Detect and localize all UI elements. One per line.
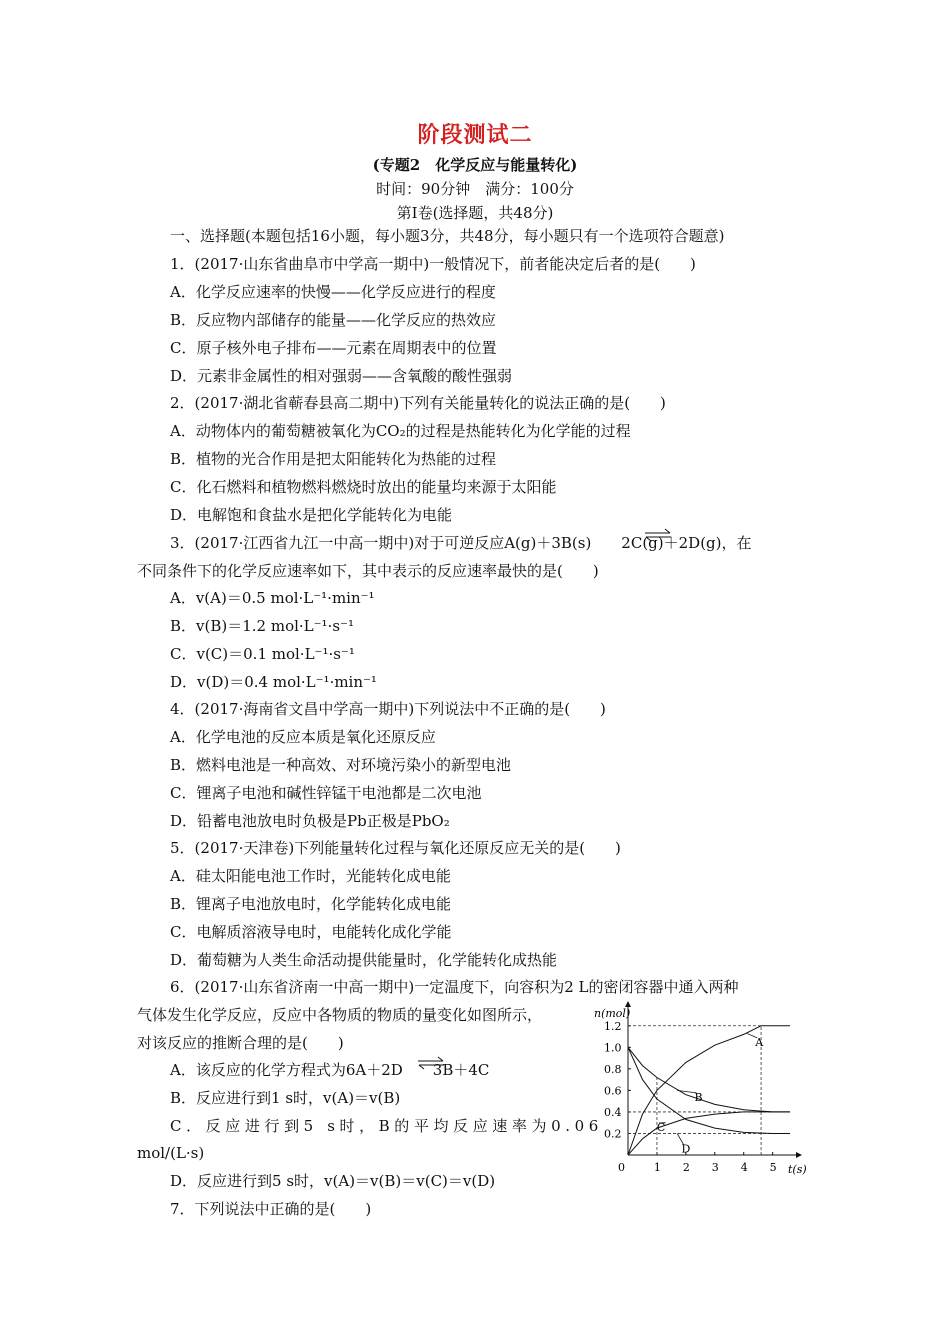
question-stem-continued: 对该反应的推断合理的是( ) — [137, 1034, 344, 1052]
page-subtitle: (专题2 化学反应与能量转化) — [372, 156, 578, 174]
question-stem-continued: 不同条件下的化学反应速率如下，其中表示的反应速率最快的是( ) — [137, 562, 599, 580]
series-line-A — [628, 1026, 790, 1155]
option: C．反应进行到5 s时，B的平均反应速率为0.06 — [170, 1117, 603, 1135]
reversible-arrow-icon — [416, 1056, 446, 1070]
reaction-chart — [592, 1003, 807, 1185]
y-tick-label: 0.2 — [604, 1127, 622, 1141]
option: D．元素非金属性的相对强弱——含氧酸的酸性强弱 — [170, 367, 513, 385]
series-line-D — [628, 1047, 790, 1133]
y-tick-label: 0.4 — [604, 1105, 622, 1119]
option: A．v(A)＝0.5 mol·L⁻¹·min⁻¹ — [170, 589, 375, 607]
series-label-A: A — [755, 1035, 764, 1049]
option: C．锂离子电池和碱性锌锰干电池都是二次电池 — [170, 784, 482, 802]
option-continued: mol/(L·s) — [137, 1144, 205, 1162]
y-tick-label: 0.8 — [604, 1062, 622, 1076]
option: A．该反应的化学方程式为6A＋2D 3B＋4C — [170, 1061, 490, 1079]
option: B．锂离子电池放电时，化学能转化成电能 — [170, 895, 452, 913]
option: B．燃料电池是一种高效、对环境污染小的新型电池 — [170, 756, 512, 774]
question-stem: 3．(2017·江西省九江一中高一期中)对于可逆反应A(g)＋3B(s) 2C(g)＋2D(g)，在 — [170, 534, 752, 552]
section-heading: 一、选择题(本题包括16小题，每小题3分，共48分，每小题只有一个选项符合题意) — [170, 227, 725, 245]
question-stem-continued: 气体发生化学反应，反应中各物质的物质的量变化如图所示， — [137, 1006, 543, 1024]
option: B．v(B)＝1.2 mol·L⁻¹·s⁻¹ — [170, 617, 354, 635]
option: C．电解质溶液导电时，电能转化成化学能 — [170, 923, 452, 941]
series-label-D: D — [681, 1142, 691, 1156]
option: D．电解饱和食盐水是把化学能转化为电能 — [170, 506, 453, 524]
option: D．v(D)＝0.4 mol·L⁻¹·min⁻¹ — [170, 673, 377, 691]
series-line-B — [628, 1047, 790, 1112]
x-tick-label: 1 — [653, 1161, 661, 1174]
series-label-C: C — [656, 1121, 666, 1134]
option: D．反应进行到5 s时，v(A)＝v(B)＝v(C)＝v(D) — [170, 1172, 496, 1190]
x-axis-arrow — [796, 1152, 802, 1158]
option: A．化学反应速率的快慢——化学反应进行的程度 — [170, 283, 496, 301]
series-label-B: B — [694, 1090, 703, 1104]
question-stem: 6．(2017·山东省济南一中高一期中)一定温度下，向容积为2 L的密闭容器中通入两种 — [170, 978, 739, 996]
option: A．硅太阳能电池工作时，光能转化成电能 — [170, 867, 451, 885]
option: C．化石燃料和植物燃料燃烧时放出的能量均来源于太阳能 — [170, 478, 557, 496]
x-tick-label: 2 — [682, 1161, 690, 1174]
option: D．铅蓄电池放电时负极是Pb正极是PbO₂ — [170, 812, 450, 830]
question-stem: 1．(2017·山东省曲阜市中学高一期中)一般情况下，前者能决定后者的是( ) — [170, 255, 696, 273]
x-axis-label: t(s) — [788, 1163, 807, 1176]
option: C．v(C)＝0.1 mol·L⁻¹·s⁻¹ — [170, 645, 355, 663]
y-tick-label: 0.6 — [604, 1084, 622, 1098]
option: B．反应进行到1 s时，v(A)＝v(B) — [170, 1089, 401, 1107]
y-axis-label: n(mol) — [594, 1007, 631, 1020]
option: A．化学电池的反应本质是氧化还原反应 — [170, 728, 436, 746]
option: A．动物体内的葡萄糖被氧化为CO₂的过程是热能转化为化学能的过程 — [170, 422, 631, 440]
chart-svg — [592, 1003, 807, 1185]
time-info: 时间：90分钟 满分：100分 — [376, 180, 574, 198]
y-tick-label: 1.2 — [604, 1019, 622, 1033]
question-stem: 4．(2017·海南省文昌中学高一期中)下列说法中不正确的是( ) — [170, 700, 606, 718]
volume-heading: 第Ⅰ卷(选择题，共48分) — [396, 204, 554, 222]
x-tick-label: 4 — [740, 1161, 748, 1174]
option: C．原子核外电子排布——元素在周期表中的位置 — [170, 339, 497, 357]
question-stem: 7．下列说法中正确的是( ) — [170, 1200, 372, 1218]
reversible-arrow-icon — [643, 528, 673, 542]
question-stem: 5．(2017·天津卷)下列能量转化过程与氧化还原反应无关的是( ) — [170, 839, 621, 857]
y-tick-label: 1.0 — [604, 1041, 622, 1055]
question-stem: 2．(2017·湖北省蕲春县高二期中)下列有关能量转化的说法正确的是( ) — [170, 394, 666, 412]
x-tick-label: 5 — [769, 1161, 777, 1174]
x-tick-label: 0 — [618, 1161, 625, 1174]
page-title: 阶段测试二 — [417, 122, 533, 148]
option: B．植物的光合作用是把太阳能转化为热能的过程 — [170, 450, 497, 468]
option: B．反应物内部储存的能量——化学反应的热效应 — [170, 311, 497, 329]
option: D．葡萄糖为人类生命活动提供能量时，化学能转化成热能 — [170, 951, 558, 969]
x-tick-label: 3 — [711, 1161, 719, 1174]
